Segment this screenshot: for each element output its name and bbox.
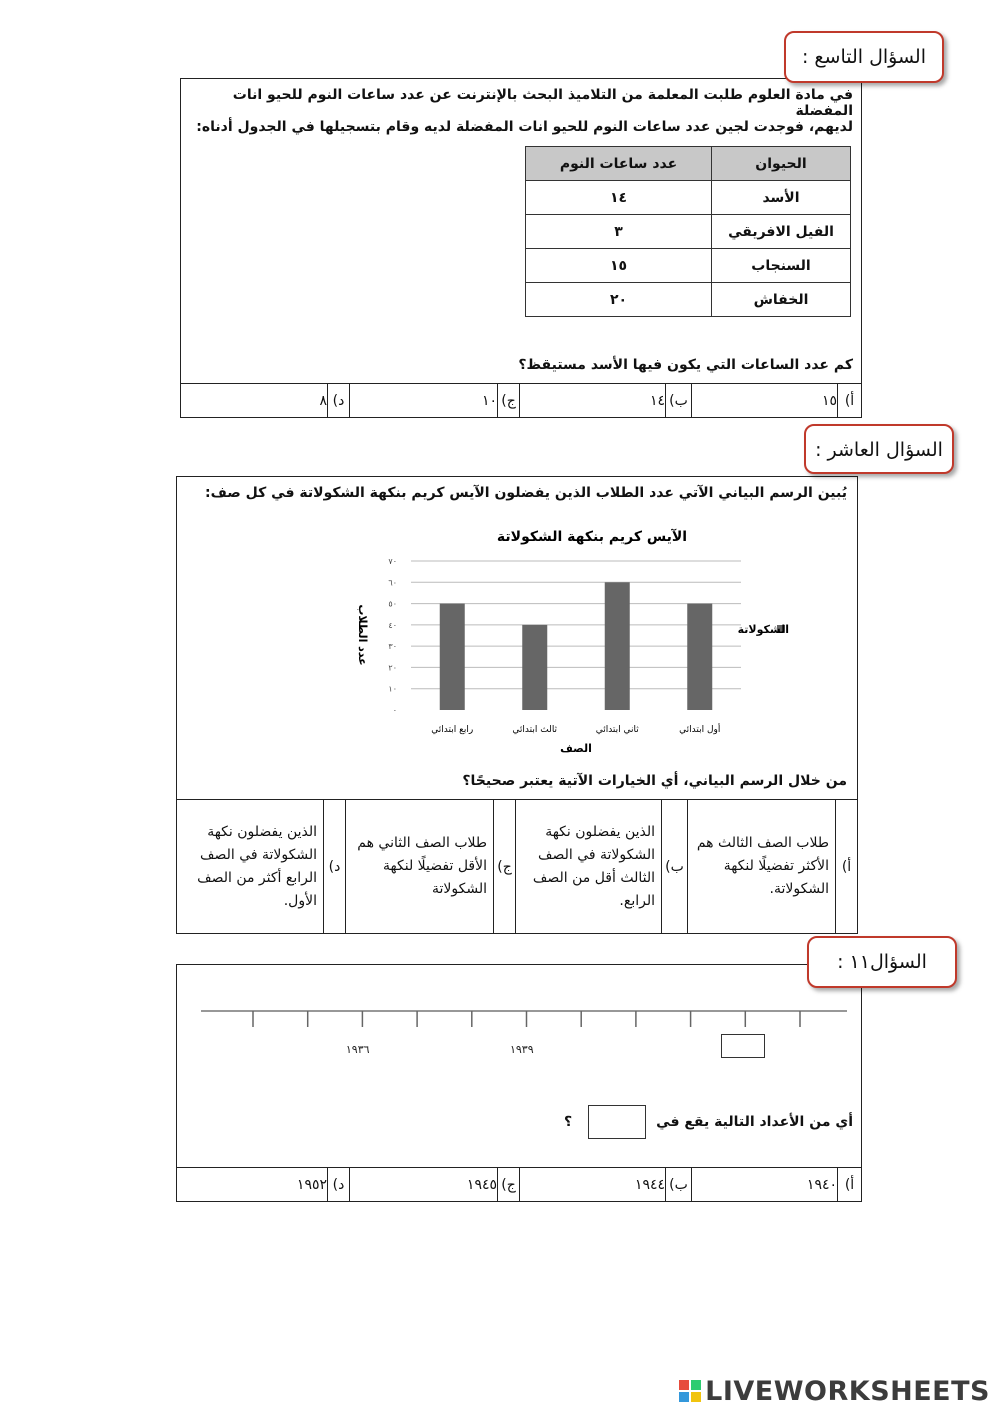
answer-d-label: د) xyxy=(323,800,345,933)
number-line-answer-box[interactable] xyxy=(721,1034,765,1058)
answer-a-label: أ) xyxy=(837,1168,861,1202)
table-row xyxy=(526,181,851,215)
chart-title: الآيس كريم بنكهة الشكولاتة xyxy=(496,529,688,545)
answer-a-label: أ) xyxy=(835,800,857,933)
table-cell-animal: الأسد xyxy=(712,181,851,215)
answer-c-label: ج) xyxy=(497,1168,519,1202)
table-row xyxy=(526,215,851,249)
y-tick-label: ٤٠ xyxy=(388,620,397,630)
table-header-animal: الحيوان xyxy=(712,147,851,181)
question-9-intro-line-2: لديهم، فوجدت لجين عدد ساعات النوم للحيو انات المفضلة لديه وقام بتسجيلها في الجدول أدناه: xyxy=(196,119,853,135)
answer-b-label: ب) xyxy=(665,1168,691,1202)
answer-c-option[interactable]: ١٠ xyxy=(349,384,497,418)
bar xyxy=(522,625,547,710)
table-cell-hours: ١٤ xyxy=(526,181,712,215)
bar xyxy=(687,604,712,710)
table-cell-hours: ١٥ xyxy=(526,249,712,283)
bar xyxy=(605,582,630,710)
table-header-hours: عدد ساعات النوم xyxy=(526,147,712,181)
y-tick-label: ٧٠ xyxy=(388,557,397,566)
x-axis-label: الصف xyxy=(560,742,592,755)
number-line-label: ١٩٣٩ xyxy=(509,1043,534,1056)
question-9-prompt: كم عدد الساعات التي يكون فيها الأسد مستيقظ؟ xyxy=(518,357,853,373)
question-11-tag: السؤال١١ : xyxy=(807,936,957,988)
question-10-intro: يُبين الرسم البياني الآتي عدد الطلاب الذين يفضلون الآيس كريم بنكهة الشكولاتة في كل صف: xyxy=(205,485,847,501)
table-cell-hours: ٣ xyxy=(526,215,712,249)
question-11-question-mark: ؟ xyxy=(564,1114,573,1130)
answer-d-label: د) xyxy=(327,1168,349,1202)
answer-a-option[interactable]: ١٥ xyxy=(691,384,837,418)
x-tick-label: أول ابتدائي xyxy=(679,725,721,735)
answer-b-label: ب) xyxy=(661,800,687,933)
x-tick-label: ثالث ابتدائي xyxy=(512,725,558,735)
question-11-box xyxy=(176,964,862,1202)
answer-a-option[interactable]: طلاب الصف الثالث هم الأكثر تفضيلًا لنكهة الشكولاتة. xyxy=(687,800,835,933)
y-tick-label: ٢٠ xyxy=(388,663,397,673)
answer-b-option[interactable]: الذين يفضلون نكهة الشكولاتة في الصف الثالث أقل من الصف الرابع. xyxy=(515,800,661,933)
table-cell-hours: ٢٠ xyxy=(526,283,712,317)
question-9-answers xyxy=(181,383,861,418)
x-tick-label: رابع ابتدائي xyxy=(431,725,474,735)
answer-a-option[interactable]: ١٩٤٠ xyxy=(691,1168,837,1202)
answer-c-label: ج) xyxy=(493,800,515,933)
answer-d-label: د) xyxy=(327,384,349,418)
question-9-intro-line-1: في مادة العلوم طلبت المعلمة من التلاميذ البحث بالإنترنت عن عدد ساعات النوم للحيو انات المفضلة xyxy=(232,87,853,119)
answer-d-option[interactable]: ١٩٥٢ xyxy=(296,1177,327,1193)
y-tick-label: ٠ xyxy=(392,706,397,715)
bar-chart xyxy=(327,517,847,757)
answer-d-option[interactable]: ٨ xyxy=(319,393,327,409)
table-cell-animal: الفيل الافريقي xyxy=(712,215,851,249)
answer-b-option[interactable]: ١٩٤٤ xyxy=(519,1168,665,1202)
liveworksheets-logo[interactable] xyxy=(679,1376,990,1407)
sleep-hours-table xyxy=(525,146,851,317)
y-tick-label: ٦٠ xyxy=(388,578,397,588)
x-tick-label: ثاني ابتدائي xyxy=(595,725,639,735)
legend-label: الشكولاتة xyxy=(737,623,789,636)
table-cell-animal: السنجاب xyxy=(712,249,851,283)
table-header-row xyxy=(526,147,851,181)
y-tick-label: ٥٠ xyxy=(388,599,397,609)
liveworksheets-logo-text: LIVEWORKSHEETS xyxy=(705,1376,990,1407)
question-10-tag: السؤال العاشر : xyxy=(804,424,954,474)
number-line-label: ١٩٣٦ xyxy=(345,1043,370,1056)
question-11-answers xyxy=(177,1167,861,1202)
table-row xyxy=(526,249,851,283)
question-10-answers xyxy=(177,799,857,933)
y-tick-label: ٣٠ xyxy=(388,642,397,652)
y-axis-label: عدد الطلاب xyxy=(356,604,369,666)
answer-c-option[interactable]: ١٩٤٥ xyxy=(349,1168,497,1202)
question-9-box xyxy=(180,78,862,418)
answer-c-label: ج) xyxy=(497,384,519,418)
question-10-prompt: من خلال الرسم البياني، أي الخيارات الآتية يعتبر صحيحًا؟ xyxy=(462,773,847,789)
answer-c-option[interactable]: طلاب الصف الثاني هم الأقل تفضيلًا لنكهة الشكولاتة xyxy=(345,800,493,933)
question-11-prompt-row xyxy=(564,1105,853,1139)
y-tick-label: ١٠ xyxy=(388,684,397,694)
table-cell-animal: الخفاش xyxy=(712,283,851,317)
question-11-inline-box xyxy=(588,1105,646,1139)
answer-b-label: ب) xyxy=(665,384,691,418)
answer-b-option[interactable]: ١٤ xyxy=(519,384,665,418)
bar xyxy=(440,604,465,710)
question-9-tag: السؤال التاسع : xyxy=(784,31,944,83)
table-row xyxy=(526,283,851,317)
answer-a-label: أ) xyxy=(837,384,861,418)
answer-d-option[interactable]: الذين يفضلون نكهة الشكولاتة في الصف الرابع أكثر من الصف الأول. xyxy=(197,823,317,909)
liveworksheets-logo-icon xyxy=(679,1380,701,1402)
question-11-prompt: أي من الأعداد التالية يقع في xyxy=(656,1114,853,1130)
question-10-box xyxy=(176,476,858,934)
